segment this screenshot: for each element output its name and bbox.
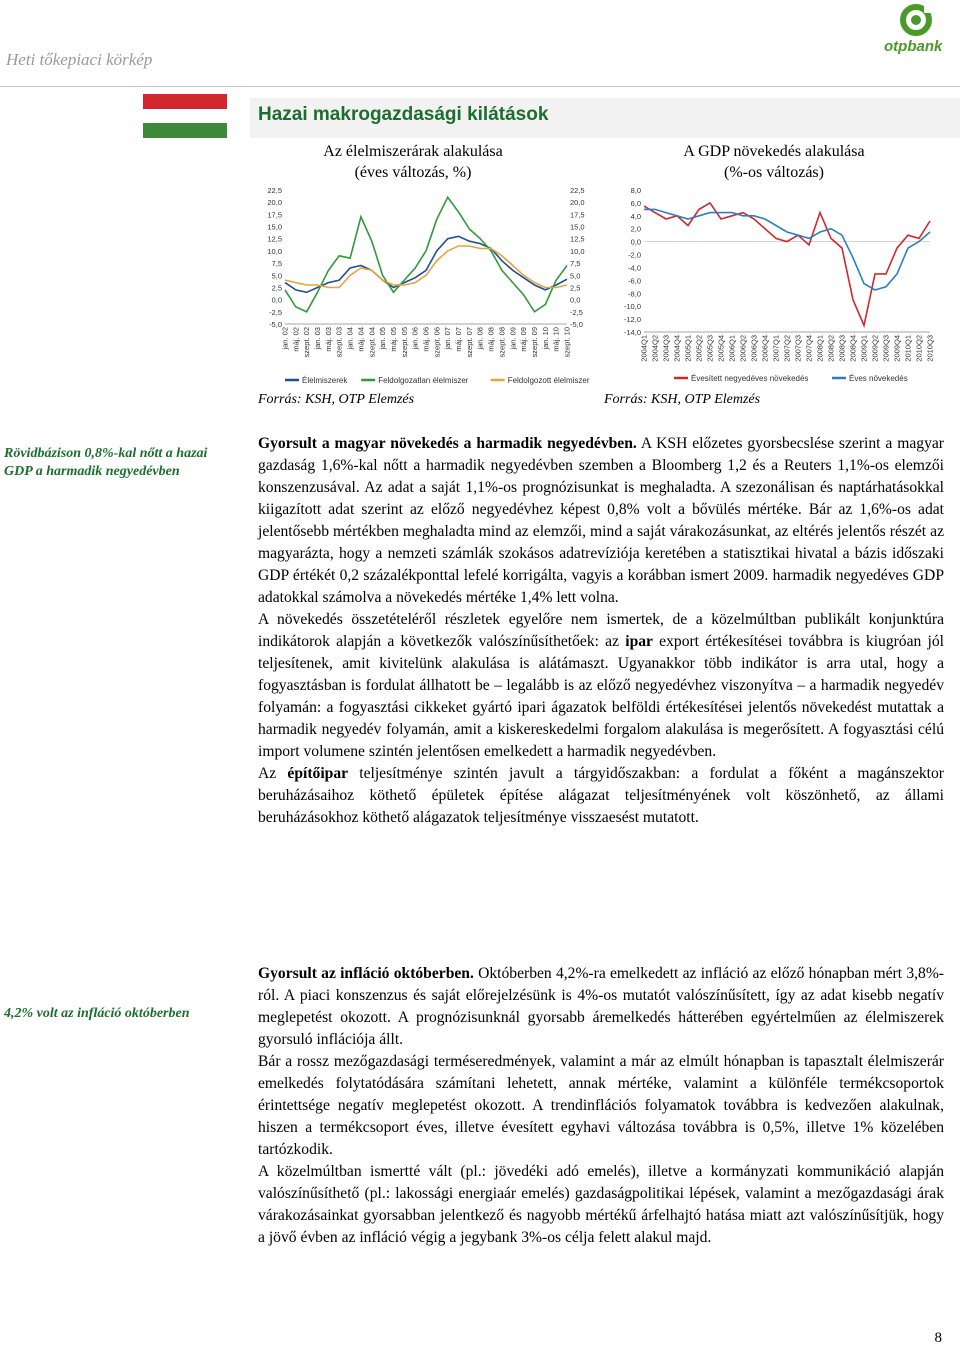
x-tick-label: 2005Q2 (694, 335, 704, 362)
x-tick-label: 2004Q3 (661, 335, 671, 362)
x-tick-label: szept. 07 (464, 327, 474, 358)
x-tick-label: 2005Q4 (716, 335, 726, 362)
x-tick-label: szept. 03 (334, 327, 344, 358)
y-tick-label: 15,0 (267, 222, 282, 232)
x-tick-label: 2008Q2 (826, 335, 836, 362)
x-tick-label: 2007Q3 (793, 335, 803, 362)
x-tick-label: máj. 07 (454, 327, 464, 352)
x-tick-label: jan. 08 (475, 327, 485, 350)
legend-label: Évesített negyedéves növekedés (691, 374, 809, 383)
x-tick-label: 2004Q2 (650, 335, 660, 362)
series-line-1 (644, 209, 930, 290)
x-tick-label: 2008Q4 (848, 335, 858, 362)
x-tick-label: jan. 04 (345, 327, 355, 350)
inflation-paragraph-2: Bár a rossz mezőgazdasági terméseredmények, valamint a már az elmúlt hónapban is tapasztalt élelmiszerár emelkedés folytatódására számítani lehetett, annak mértéke, valamint a különféle termékcsoportok érintettsége negatív meglepetést okozott. A trendinflációs folyamatok továbbra is kedvezően alakulnak, hiszen a termékcsoport éves, illetve évesített egyhavi változása továbbra is 0,5%, illetve 1% közelében tartózkodik. (258, 1053, 944, 1158)
y-tick-label: 7,5 (271, 259, 282, 269)
gdp-lead: Gyorsult a magyar növekedés a harmadik negyedévben. (258, 435, 637, 452)
y-tick-label: 4,0 (630, 211, 641, 221)
y-tick-label: 0,0 (271, 295, 282, 305)
y-tick-label: 2,0 (630, 224, 641, 234)
y-tick-label: -12,0 (623, 315, 641, 325)
y-tick-label-right: 7,5 (570, 259, 581, 269)
y-tick-label: 5,0 (271, 271, 282, 281)
y-tick-label-right: 22,5 (570, 186, 585, 195)
gdp-paragraph-3 (258, 763, 944, 829)
x-tick-label: 2009Q4 (892, 335, 902, 362)
y-tick-label-right: 2,5 (570, 283, 581, 293)
chart1-title-line1: Az élelmiszerárak alakulása (323, 143, 503, 160)
x-tick-label: 2007Q2 (782, 335, 792, 362)
y-tick-label: -2,5 (269, 307, 282, 317)
chart2-title-line1: A GDP növekedés alakulása (683, 143, 865, 160)
x-tick-label: máj. 04 (356, 327, 366, 352)
chart2-title-line2: (%-os változás) (724, 164, 824, 181)
page-number: 8 (934, 1330, 942, 1346)
inflation-article (258, 963, 944, 1249)
x-tick-label: 2010Q1 (903, 335, 913, 362)
x-tick-label: jan. 05 (378, 327, 388, 350)
x-tick-label: 2004Q1 (639, 335, 649, 362)
x-tick-label: 2006Q4 (760, 335, 770, 362)
y-tick-label-right: 5,0 (570, 271, 581, 281)
x-tick-label: 2006Q2 (738, 335, 748, 362)
otp-logo-icon (876, 2, 958, 42)
gdp-paragraph-1-text: A KSH előzetes gyorsbecslése szerint a magyar gazdaság 1,6%-kal nőtt a harmadik negyedévben szemben a Bloomberg 1,2 és a Reuters 1,1%-os elemzői konszenzusával. Az adat a saját 1,1%-os prognózisunkat is meghaladta. A szezonálisan és naptárhatásokkal kiigazított adat szerint az előző negyedévhez képest 0,8% volt a bővülés mértéke. Bár az 1,6%-os adat jelentősebb mértékben meghaladta mind az elemzői, mind a saját várakozásunkat, az eltérés jelentős részét az magyarázta, hogy a nemzeti számlák szokásos adatrevíziója keretében a statisztikai hivatal a bázis időszaki GDP értékét 0,2 százalékponttal lefelé korrigálta, vagyis a korábban ismert 2009. harmadik negyedéves GDP adatokkal számolva a növekedés mértéke 1,4% lett volna. (258, 435, 944, 606)
gdp-p2-start: A növekedés összetételéről részletek egyelőre nem ismertek, de a közelmúltban publikált konjunktúra indikátorok alapján a következők valószínűsíthetőek: az (258, 611, 944, 650)
x-tick-label: 2006Q1 (727, 335, 737, 362)
flag-red-stripe (143, 94, 227, 109)
y-tick-label: -14,0 (623, 328, 641, 337)
inflation-paragraph-1 (258, 963, 944, 1051)
y-tick-label: -5,0 (269, 320, 282, 329)
y-tick-label: -8,0 (628, 289, 641, 299)
y-tick-label: 2,5 (271, 283, 282, 293)
y-tick-label-right: 12,5 (570, 234, 585, 244)
y-tick-label-right: -5,0 (570, 320, 583, 329)
otpbank-logo (876, 2, 958, 58)
x-tick-label: máj. 06 (421, 327, 431, 352)
chart1-title (258, 141, 568, 183)
gdp-paragraph-1 (258, 433, 944, 609)
section-title: Hazai makrogazdasági kilátások (258, 104, 549, 125)
x-tick-label: máj. 05 (388, 327, 398, 352)
flag-white-stripe (143, 109, 227, 124)
sidebar-note-inflation: 4,2% volt az infláció októberben (4, 1006, 190, 1021)
inflation-lead: Gyorsult az infláció októberben. (258, 965, 474, 982)
series-line-1 (285, 197, 567, 311)
hungarian-flag (143, 94, 227, 138)
y-tick-label: 6,0 (630, 198, 641, 208)
x-tick-label: szept. 08 (497, 327, 507, 358)
x-tick-label: szept. 05 (399, 327, 409, 358)
chart2-title (604, 141, 944, 183)
gdp-p3-end: teljesítménye szintén javult a tárgyidőszakban: a fordulat a főként a magánszektor beruházásaihoz köthető épületek építése alágazat teljesítményének volt köszönhető, az állami beruházásokhoz köthető alágazatok teljesítménye visszaesést mutatott. (258, 765, 944, 826)
header-title: Heti tőkepiaci körkép (6, 50, 153, 69)
gdp-p2-keyword: ipar (625, 633, 653, 650)
series-line-0 (644, 203, 930, 326)
y-tick-label-right: -2,5 (570, 307, 583, 317)
chart1-title-line2: (éves változás, %) (354, 164, 472, 181)
x-tick-label: 2009Q1 (859, 335, 869, 362)
gdp-p3-keyword: építőipar (287, 765, 349, 782)
flag-green-stripe (143, 123, 227, 138)
series-line-0 (285, 236, 567, 292)
x-tick-label: 2010Q3 (925, 335, 935, 362)
legend-label: Feldolgozott élelmiszer (507, 376, 590, 385)
x-tick-label: máj. 08 (486, 327, 496, 352)
x-tick-label: jan. 06 (410, 327, 420, 350)
y-tick-label: 22,5 (267, 186, 282, 195)
x-tick-label: 2010Q2 (914, 335, 924, 362)
x-tick-label: jan. 09 (508, 327, 518, 350)
x-tick-label: 2005Q3 (705, 335, 715, 362)
inflation-paragraph-1-text: Októberben 4,2%-ra emelkedett az infláció az előző hónapban mért 3,8%-ról. A piaci konszenzus és saját előrejelzésünk is 4%-os mutatót valószínűsített, így az adat kisebb negatív meglepetést okozott. A prognózisunknál gyorsabb áremelkedés hátterében egyértelműen az élelmiszerek gyorsuló inflációja állt. (258, 965, 944, 1048)
x-tick-label: jan. 02 (280, 327, 290, 350)
y-tick-label-right: 0,0 (570, 295, 581, 305)
x-tick-label: szept. 09 (529, 327, 539, 358)
chart1-source: Forrás: KSH, OTP Elemzés (258, 392, 415, 407)
x-tick-label: 2008Q3 (837, 335, 847, 362)
x-tick-label: 2004Q4 (672, 335, 682, 362)
y-tick-label: 8,0 (630, 186, 641, 195)
chart2-source: Forrás: KSH, OTP Elemzés (604, 392, 761, 407)
x-tick-label: 2005Q1 (683, 335, 693, 362)
x-tick-label: szept. 06 (432, 327, 442, 358)
legend-label: Élelmiszerek (302, 376, 348, 385)
x-tick-label: 2009Q2 (870, 335, 880, 362)
legend-label: Feldolgozatlan élelmiszer (378, 376, 469, 385)
gdp-article (258, 433, 944, 829)
x-tick-label: jan. 03 (313, 327, 323, 350)
y-tick-label: 12,5 (267, 234, 282, 244)
x-tick-label: jan. 07 (443, 327, 453, 350)
y-tick-label: -6,0 (628, 276, 641, 286)
gdp-paragraph-2 (258, 609, 944, 763)
y-tick-label: 0,0 (630, 237, 641, 247)
x-tick-label: 2006Q3 (749, 335, 759, 362)
y-tick-label: 17,5 (267, 210, 282, 220)
y-tick-label-right: 15,0 (570, 222, 585, 232)
x-tick-label: 2008Q1 (815, 335, 825, 362)
y-tick-label: -2,0 (628, 250, 641, 260)
sidebar-note-gdp: Rövidbázison 0,8%-kal nőtt a hazai GDP a harmadik negyedévben (4, 446, 208, 479)
x-tick-label: jan. 10 (540, 327, 550, 350)
food-price-chart (255, 182, 595, 387)
legend-label: Éves növekedés (849, 374, 908, 383)
x-tick-label: 2007Q4 (804, 335, 814, 362)
x-tick-label: máj. 03 (323, 327, 333, 352)
y-tick-label-right: 10,0 (570, 246, 585, 256)
inflation-paragraph-3: A közelmúltban ismertté vált (pl.: jövedéki adó emelés), illetve a kormányzati kommunikáció alapján valószínűsíthető (pl.: lakossági energiaár emelés) gazdaságpolitikai lépések, valamint a mezőgazdasági árak várakozásainkat gyorsabban jelentkező és nagyobb mértékű árfelhajtó hatása miatt azt valószínűsítjük, hogy a jövő évben az infláció végig a jegybank 3%-os célja felett alakul majd. (258, 1163, 944, 1246)
x-tick-label: szept. 10 (562, 327, 572, 358)
x-tick-label: máj. 02 (291, 327, 301, 352)
y-tick-label-right: 20,0 (570, 198, 585, 208)
x-tick-label: szept. 04 (367, 327, 377, 358)
x-tick-label: máj. 09 (519, 327, 529, 352)
y-tick-label: -4,0 (628, 263, 641, 273)
x-tick-label: szept. 02 (302, 327, 312, 358)
y-tick-label: 10,0 (267, 246, 282, 256)
gdp-p3-start: Az (258, 765, 288, 782)
y-tick-label: -10,0 (623, 302, 641, 312)
gdp-growth-chart (614, 182, 944, 387)
y-tick-label-right: 17,5 (570, 210, 585, 220)
x-tick-label: 2009Q3 (881, 335, 891, 362)
x-tick-label: máj. 10 (551, 327, 561, 352)
y-tick-label: 20,0 (267, 198, 282, 208)
x-tick-label: 2007Q1 (771, 335, 781, 362)
logo-text: otpbank (884, 38, 943, 55)
header-divider (0, 86, 960, 87)
gdp-p2-end: export értékesítései továbbra is kiugróan jól teljesítenek, amit kivitelünk alakulása is alátámaszt. Ugyanakkor több indikátor is arra utal, hogy a fogyasztásban is fordulat állhatott be – legalább is az előző negyedévhez viszonyítva – a harmadik negyedév folyamán: a fogyasztási cikkeket gyártó ipari ágazatok belföldi értékesítései jelentős növekedést mutattak a harmadik negyedév folyamán, amit a kiskereskedelmi forgalom alakulása is megerősített. A fogyasztási célú import volumene szintén jelentősen emelkedett a harmadik negyedévben. (258, 633, 944, 760)
